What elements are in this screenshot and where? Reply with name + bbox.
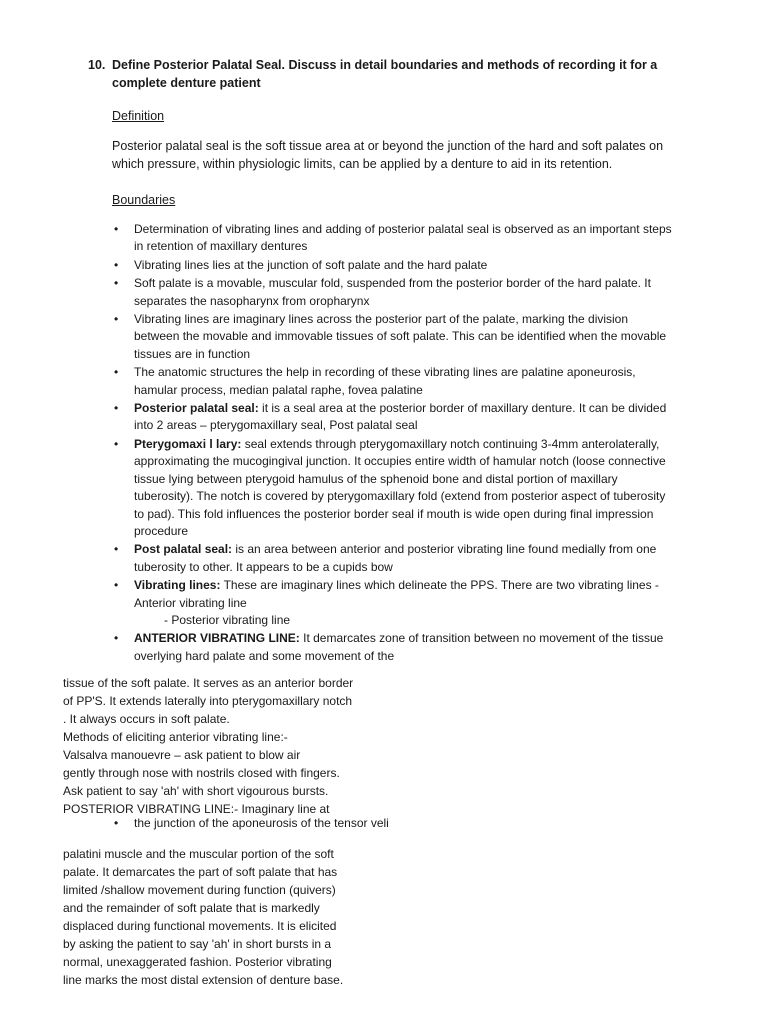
list-item: • ANTERIOR VIBRATING LINE: It demarcates zone of transition between no movement of the tissue overlying hard palate and some movement of the bbox=[114, 631, 664, 663]
bullet-icon: • bbox=[114, 578, 119, 593]
bullet-icon: • bbox=[114, 257, 119, 272]
bullet-icon: • bbox=[114, 276, 119, 291]
bullet-icon: • bbox=[114, 365, 119, 380]
text-line: of PP'S. It extends laterally into pterygomaxillary notch bbox=[63, 694, 353, 708]
text-line: palate. It demarcates the part of soft palate that has bbox=[63, 865, 338, 879]
list-item: • Vibrating lines are imaginary lines across the posterior part of the palate, marking the division between the movable and immovable tissues of soft palate. This can be identified when the movable tissues are in function bbox=[114, 312, 667, 361]
text-line: gently through nose with nostrils closed with fingers. bbox=[63, 766, 340, 780]
list-item: • The anatomic structures the help in recording of these vibrating lines are palatine aponeurosis, hamular process, median palatal raphe, fovea palatine bbox=[114, 365, 636, 397]
term-label: Posterior palatal seal: bbox=[134, 401, 259, 416]
text-line: tissue of the soft palate. It serves as an anterior border bbox=[63, 676, 354, 690]
question-heading bbox=[88, 56, 688, 92]
text-line: palatini muscle and the muscular portion of the soft bbox=[63, 847, 334, 861]
text-line: limited /shallow movement during function (quivers) bbox=[63, 883, 336, 897]
definition-heading: Definition bbox=[112, 109, 165, 123]
term-label: Post palatal seal: bbox=[134, 542, 233, 557]
text-line: Methods of eliciting anterior vibrating line:- bbox=[63, 730, 288, 744]
sub-line: - Posterior vibrating line bbox=[164, 612, 291, 627]
list-item: • Vibrating lines lies at the junction of soft palate and the hard palate bbox=[112, 257, 672, 274]
bullet-icon: • bbox=[114, 542, 119, 557]
text-line: the junction of the aponeurosis of the tensor veli bbox=[134, 816, 389, 830]
list-item: • Pterygomaxi l lary: seal extends through pterygomaxillary notch continuing 3-4mm anterolaterally, approximating the mucogingival junction. It occupies entire width of hamular notch (loose connective tissue lying between pterygoid hamulus of the sphenoid bone and distal portion of maxillary tuberosity). The notch is covered by pterygomaxillary fold (extend from posterior aspect of tuberosity to pad). This fold influences the posterior border seal if mouth is wide open during final impression procedure bbox=[114, 436, 666, 538]
list-item: • Post palatal seal: is an area between anterior and posterior vibrating line found medially from one tuberosity to other. It appears to be a cupids bow bbox=[114, 542, 657, 574]
text-line: line marks the most distal extension of denture base. bbox=[63, 973, 344, 987]
text-line: by asking the patient to say 'ah' in short bursts in a bbox=[63, 937, 332, 951]
text-line: normal, unexaggerated fashion. Posterior vibrating bbox=[63, 955, 332, 969]
list-item: • Determination of vibrating lines and adding of posterior palatal seal is observed as an important steps in retention of maxillary dentures bbox=[114, 222, 672, 254]
bullet-icon: • bbox=[114, 222, 119, 236]
list-item: • Posterior palatal seal: it is a seal area at the posterior border of maxillary denture. It can be divided into 2 areas – pterygomaxillary seal, Post palatal seal bbox=[114, 401, 667, 433]
term-label: Vibrating lines: bbox=[134, 578, 221, 593]
question-number: 10. bbox=[88, 58, 106, 72]
term-label: Pterygomaxi l lary: bbox=[134, 436, 242, 451]
term-label: ANTERIOR VIBRATING LINE: bbox=[134, 631, 300, 646]
boundaries-list bbox=[112, 221, 672, 666]
list-item: • Vibrating lines: These are imaginary lines which delineate the PPS. There are two vibrating lines - Anterior vibrating line - Posterior vibrating line bbox=[112, 577, 672, 629]
bullet-icon: • bbox=[114, 816, 119, 830]
text-line: POSTERIOR VIBRATING LINE:- Imaginary line at bbox=[63, 802, 330, 816]
text-line: Ask patient to say 'ah' with short vigourous bursts. bbox=[63, 784, 329, 798]
text-line: Valsalva manouevre – ask patient to blow air bbox=[63, 748, 301, 762]
bullet-icon: • bbox=[114, 401, 119, 416]
continuation-block-2 bbox=[63, 845, 393, 989]
bullet-icon: • bbox=[114, 631, 119, 646]
text-line: . It always occurs in soft palate. bbox=[63, 712, 230, 726]
boundaries-heading: Boundaries bbox=[112, 193, 176, 207]
definition-text: Posterior palatal seal is the soft tissue area at or beyond the junction of the hard and soft palates on which pressure, within physiologic limits, can be applied by a denture to aid in its retention. bbox=[112, 139, 664, 171]
text-line: and the remainder of soft palate that is markedly bbox=[63, 901, 320, 915]
text-line: displaced during functional movements. It is elicited bbox=[63, 919, 337, 933]
list-item: • Soft palate is a movable, muscular fold, suspended from the posterior border of the hard palate. It separates the nasopharynx from oropharynx bbox=[114, 276, 651, 308]
bullet-icon: • bbox=[114, 312, 119, 327]
continuation-block-1 bbox=[63, 674, 393, 818]
question-text: Define Posterior Palatal Seal. Discuss in detail boundaries and methods of recording it for a complete denture patient bbox=[112, 58, 658, 90]
bullet-icon: • bbox=[114, 436, 119, 451]
list-item bbox=[112, 814, 389, 832]
